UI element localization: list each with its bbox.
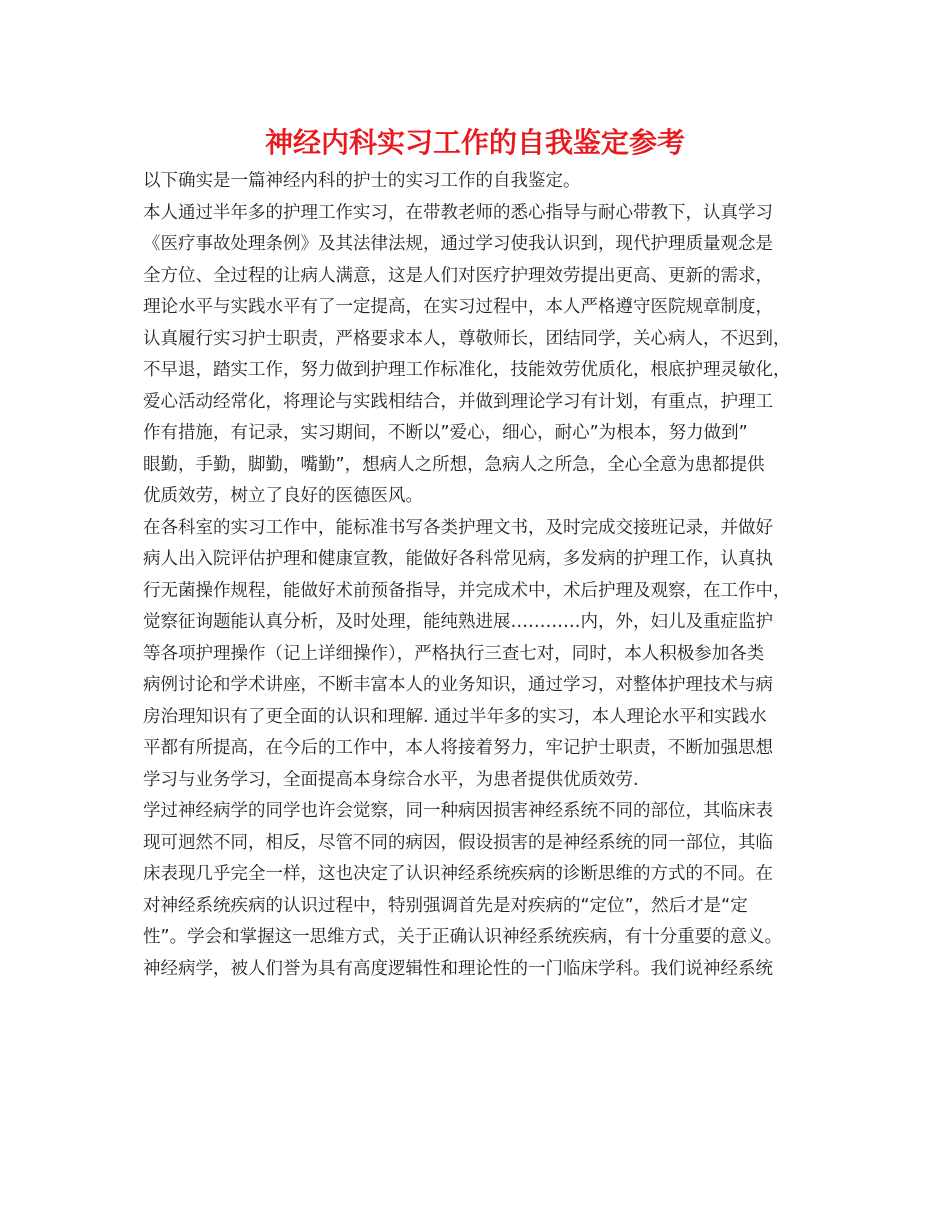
text-line: 学过神经病学的同学也许会觉察，同一种病因损害神经系统不同的部位，其临床表 <box>143 801 773 821</box>
text-line: 以下确实是一篇神经内科的护士的实习工作的自我鉴定。 <box>143 171 581 191</box>
text-line: 性”。学会和掌握这一思维方式，关于正确认识神经系统疾病，有十分重要的意义。 <box>143 927 783 947</box>
text-line: 等各项护理操作（记上详细操作），严格执行三查七对，同时，本人积极参加各类 <box>143 643 765 664</box>
text-line: 病人出入院评估护理和健康宣教，能做好各科常见病，多发病的护理工作，认真执 <box>143 549 773 569</box>
text-line: 作有措施，有记录，实习期间，不断以”爱心，细心，耐心”为根本，努力做到” <box>143 423 748 443</box>
text-line: 床表现几乎完全一样，这也决定了认识神经系统疾病的诊断思维的方式的不同。在 <box>143 864 773 884</box>
text-line: 觉察征询题能认真分析，及时处理，能纯熟进展…………内，外，妇儿及重症监护 <box>143 612 773 632</box>
text-line: 爱心活动经常化，将理论与实践相结合，并做到理论学习有计划，有重点，护理工 <box>143 391 773 412</box>
text-line: 眼勤，手勤，脚勤，嘴勤”，想病人之所想，急病人之所急，全心全意为患都提供 <box>143 454 765 475</box>
text-line: 在各科室的实习工作中，能标准书写各类护理文书，及时完成交接班记录，并做好 <box>143 517 773 538</box>
text-line: 认真履行实习护士职责，严格要求本人，尊敬师长，团结同学，关心病人，不迟到， <box>143 328 791 349</box>
text-line: 病例讨论和学术讲座，不断丰富本人的业务知识，通过学习，对整体护理技术与病 <box>143 675 773 695</box>
text-line: 优质效劳，树立了良好的医德医风。 <box>143 486 423 506</box>
text-line: 不早退，踏实工作，努力做到护理工作标准化，技能效劳优质化，根底护理灵敏化， <box>143 360 791 380</box>
text-line: 房治理知识有了更全面的认识和理解. 通过半年多的实习，本人理论水平和实践水 <box>143 706 767 727</box>
text-line: 对神经系统疾病的认识过程中，特别强调首先是对疾病的“定位”，然后才是“定 <box>143 895 748 916</box>
text-line: 现可迥然不同，相反，尽管不同的病因，假设损害的是神经系统的同一部位，其临 <box>143 832 773 853</box>
text-line: 理论水平与实践水平有了一定提高，在实习过程中，本人严格遵守医院规章制度， <box>143 297 773 317</box>
text-line: 全方位、全过程的让病人满意，这是人们对医疗护理效劳提出更高、更新的需求， <box>143 265 773 286</box>
text-line: 神经病学，被人们誉为具有高度逻辑性和理论性的一门临床学科。我们说神经系统 <box>143 958 773 979</box>
text-line: 《医疗事故处理条例》及其法律法规，通过学习使我认识到，现代护理质量观念是 <box>143 234 773 254</box>
text-line: 平都有所提高，在今后的工作中，本人将接着努力，牢记护士职责，不断加强思想 <box>143 738 773 758</box>
text-line: 学习与业务学习，全面提高本身综合水平，为患者提供优质效劳. <box>143 769 639 790</box>
document-title: 神经内科实习工作的自我鉴定参考 <box>264 126 685 159</box>
text-line: 行无菌操作规程，能做好术前预备指导，并完成术中，术后护理及观察，在工作中， <box>143 580 791 601</box>
text-line: 本人通过半年多的护理工作实习，在带教老师的悉心指导与耐心带教下，认真学习 <box>143 202 773 223</box>
document-body <box>143 166 833 985</box>
